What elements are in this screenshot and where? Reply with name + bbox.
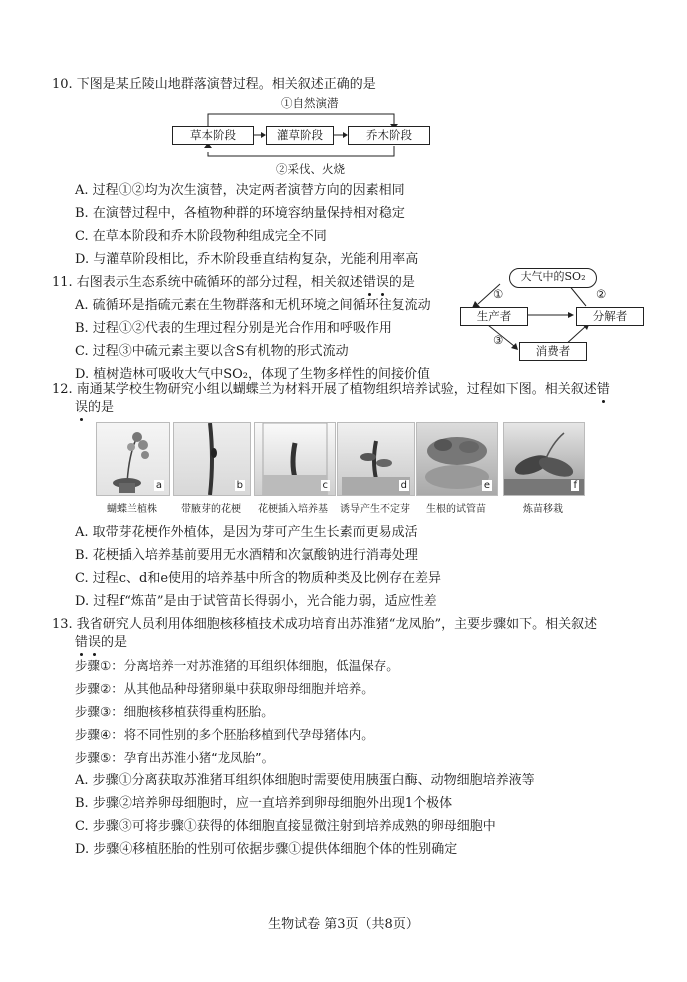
q11-decomposer-box: 分解者 — [576, 307, 644, 326]
q12-photo-f — [503, 422, 585, 496]
q11-option-d: D. 植树造林可吸收大气中SO₂，体现了生物多样性的间接价值 — [75, 367, 430, 382]
q11-title-post: 的是 — [388, 275, 415, 290]
q10-option-c: C. 在草本阶段和乔木阶段物种组成完全不同 — [75, 229, 327, 244]
q10-stage-herb: 草本阶段 — [172, 126, 254, 145]
q10-bottom-label: ②采伐、火烧 — [276, 162, 345, 176]
q13-step-2: 步骤②：从其他品种母猪卵巢中获取卵母细胞并培养。 — [75, 681, 374, 696]
q12-option-c: C. 过程c、d和e使用的培养基中所含的物质种类及比例存在差异 — [75, 571, 442, 586]
q12-photo-a — [96, 422, 170, 496]
q12-title-line1: 12. 南通某学校生物研究小组以蝴蝶兰为材料开展了植物组织培养试验，过程如下图。相关叙述错 — [52, 382, 610, 397]
q12-option-a: A. 取带芽花梗作外植体，是因为芽可产生生长素而更易成活 — [75, 525, 418, 540]
q12-title-line2: 误的是 — [75, 400, 115, 415]
q11-producer-box: 生产者 — [460, 307, 528, 326]
q12-emph-2: 误 — [75, 400, 89, 415]
q11-label-2: ② — [596, 287, 607, 301]
photo-tag-f: f — [573, 480, 577, 491]
q10-option-b: B. 在演替过程中，各植物种群的环境容纳量保持相对稳定 — [75, 206, 405, 221]
q12-caption-a: 蝴蝶兰植株 — [107, 504, 157, 515]
q12-caption-b: 带腋芽的花梗 — [181, 504, 241, 515]
q11-label-1: ① — [493, 287, 504, 301]
q10-stage-tree: 乔木阶段 — [348, 126, 430, 145]
photo-tag-a: a — [155, 480, 162, 491]
q11-option-c: C. 过程③中硫元素主要以含S有机物的形式流动 — [75, 344, 349, 359]
q11-title — [52, 274, 415, 292]
q12-option-b: B. 花梗插入培养基前要用无水酒精和次氯酸钠进行消毒处理 — [75, 548, 418, 563]
q11-option-a: A. 硫循环是指硫元素在生物群落和无机环境之间循环往复流动 — [75, 298, 431, 313]
q13-title-line2: 错误的是 — [75, 635, 128, 650]
q11-option-b: B. 过程①②代表的生理过程分别是光合作用和呼吸作用 — [75, 321, 392, 336]
q12-photo-b — [173, 422, 251, 496]
q11-consumer-box: 消费者 — [519, 342, 587, 361]
q10-title: 10. 下图是某丘陵山地群落演替过程。相关叙述正确的是 — [52, 77, 376, 92]
q13-step-5: 步骤⑤：孕育出苏淮小猪“龙凤胎”。 — [75, 750, 275, 765]
q12-caption-c: 花梗插入培养基 — [258, 504, 328, 515]
photo-tag-e: e — [483, 480, 490, 491]
q11-label-3: ③ — [493, 333, 504, 347]
q13-emph-1: 错 — [75, 635, 89, 650]
q10-option-a: A. 过程①②均为次生演替，决定两者演替方向的因素相同 — [75, 183, 405, 198]
photo-tag-c: c — [322, 480, 328, 491]
q11-title-pre: 11. 右图表示生态系统中硫循环的部分过程，相关叙述 — [52, 275, 363, 290]
q13-step-3: 步骤③：细胞核移植获得重构胚胎。 — [75, 704, 274, 719]
q12-caption-f: 炼苗移栽 — [523, 504, 563, 515]
q13-option-c: C. 步骤③可将步骤①获得的体细胞直接显微注射到培养成熟的卵母细胞中 — [75, 819, 496, 834]
q11-atmosphere-box: 大气中的SO₂ — [509, 268, 597, 288]
photo-tag-d: d — [400, 480, 407, 491]
q10-option-d: D. 与灌草阶段相比，乔木阶段垂直结构复杂，光能利用率高 — [75, 252, 419, 267]
page-footer: 生物试卷 第3页（共8页） — [268, 917, 419, 932]
q12-caption-d: 诱导产生不定芽 — [340, 504, 410, 515]
q13-emph-2: 误 — [88, 635, 102, 650]
photo-tag-b: b — [236, 480, 243, 491]
q13-option-d: D. 步骤④移植胚胎的性别可依据步骤①提供体细胞个体的性别确定 — [75, 842, 458, 857]
q12-photo-e — [416, 422, 498, 496]
q13-title-line1: 13. 我省研究人员利用体细胞核移植技术成功培育出苏淮猪“龙凤胎”，主要步骤如下。相关叙述 — [52, 617, 598, 632]
q10-stage-shrub: 灌草阶段 — [266, 126, 334, 145]
q12-option-d: D. 过程f“炼苗”是由于试管苗长得弱小，光合能力弱，适应性差 — [75, 594, 437, 609]
q13-step-1: 步骤①：分离培养一对苏淮猪的耳组织体细胞，低温保存。 — [75, 658, 399, 673]
q12-caption-e: 生根的试管苗 — [426, 504, 486, 515]
q13-option-b: B. 步骤②培养卵母细胞时，应一直培养到卵母细胞外出现1个极体 — [75, 796, 453, 811]
q10-top-label: ①自然演潜 — [281, 96, 339, 110]
q12-photo-d — [337, 422, 415, 496]
q11-emph-1: 错 — [362, 275, 376, 290]
q11-emph-2: 误 — [375, 275, 389, 290]
q13-step-4: 步骤④：将不同性别的多个胚胎移植到代孕母猪体内。 — [75, 727, 374, 742]
q13-option-a: A. 步骤①分离获取苏淮猪耳组织体细胞时需要使用胰蛋白酶、动物细胞培养液等 — [75, 773, 535, 788]
q12-photo-c — [254, 422, 336, 496]
q12-emph-1: 错 — [596, 382, 610, 397]
